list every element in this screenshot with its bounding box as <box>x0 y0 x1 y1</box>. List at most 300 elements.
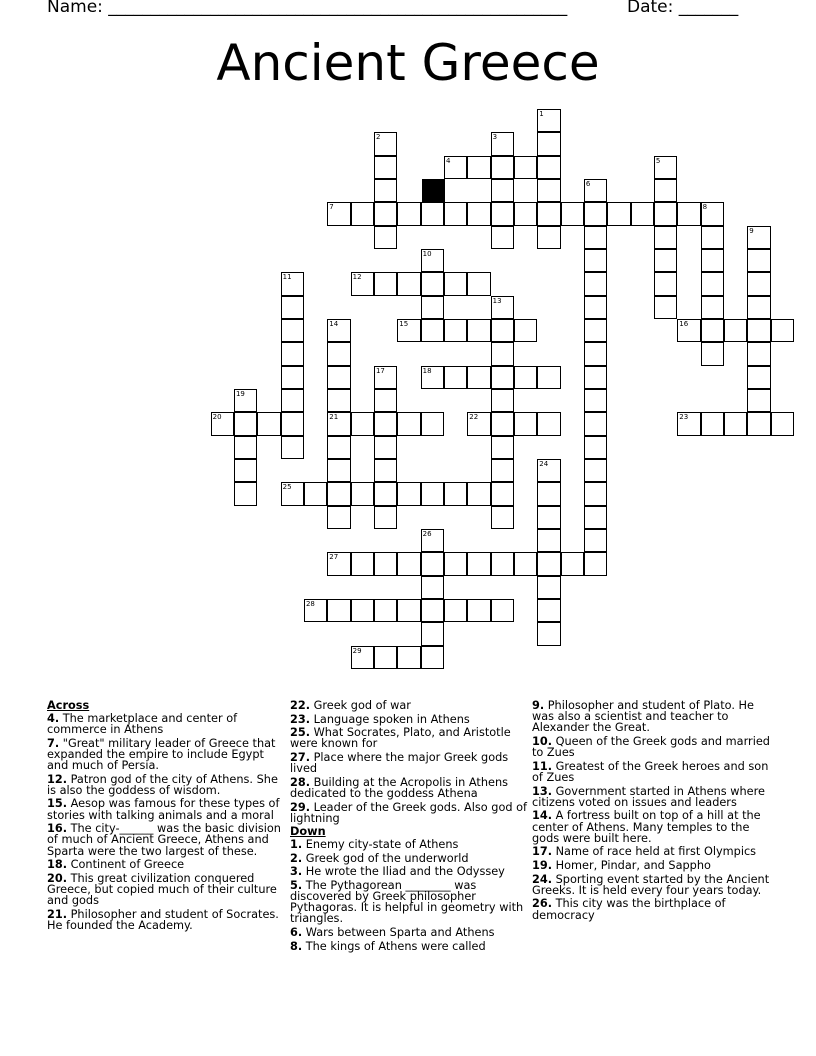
grid-cell[interactable] <box>677 319 700 342</box>
grid-cell[interactable] <box>327 552 350 575</box>
grid-cell[interactable] <box>537 202 560 225</box>
grid-cell[interactable] <box>537 109 560 132</box>
grid-cell[interactable] <box>584 389 607 412</box>
grid-cell[interactable] <box>724 319 747 342</box>
grid-cell[interactable] <box>397 599 420 622</box>
grid-cell[interactable] <box>654 202 677 225</box>
grid-cell[interactable] <box>421 529 444 552</box>
clue-item <box>532 846 770 857</box>
grid-cell[interactable] <box>491 366 514 389</box>
clue-text: Name of race held at first Olympics <box>552 845 757 859</box>
grid-cell[interactable] <box>724 412 747 435</box>
clue-number: 10 <box>422 249 432 258</box>
clue-number: 23 <box>679 413 689 422</box>
clue-text: Greatest of the Greek heroes and son of Zues <box>532 759 769 784</box>
grid-cell[interactable] <box>444 272 467 295</box>
grid-cell[interactable] <box>584 552 607 575</box>
grid-cell[interactable] <box>654 296 677 319</box>
clue-number: 17 <box>375 366 385 375</box>
grid-cell[interactable] <box>491 389 514 412</box>
grid-cell[interactable] <box>514 319 537 342</box>
grid-cell[interactable] <box>584 319 607 342</box>
clue-number: 21 <box>329 413 339 422</box>
grid-cell[interactable] <box>351 272 374 295</box>
grid-cell[interactable] <box>257 412 280 435</box>
grid-cell[interactable] <box>654 226 677 249</box>
grid-cell[interactable] <box>654 156 677 179</box>
clue-text: Wars between Sparta and Athens <box>302 926 495 940</box>
grid-cell[interactable] <box>234 436 257 459</box>
grid-cell[interactable] <box>747 366 770 389</box>
grid-cell[interactable] <box>467 482 490 505</box>
grid-cell[interactable] <box>537 179 560 202</box>
grid-cell[interactable] <box>537 226 560 249</box>
grid-cell[interactable] <box>467 156 490 179</box>
clue-column-1 <box>47 700 285 933</box>
grid-cell[interactable] <box>374 436 397 459</box>
grid-cell[interactable] <box>491 482 514 505</box>
clue-text: Philosopher and student of Plato. He was also a scientist and teacher to Alexander the Great. <box>532 699 754 735</box>
grid-cell[interactable] <box>397 202 420 225</box>
grid-cell[interactable] <box>584 226 607 249</box>
grid-cell[interactable] <box>444 202 467 225</box>
grid-cell[interactable] <box>421 296 444 319</box>
grid-cell[interactable] <box>747 389 770 412</box>
grid-cell[interactable] <box>654 272 677 295</box>
clue-number-label: 19. <box>532 858 553 872</box>
grid-cell[interactable] <box>327 319 350 342</box>
clue-number: 20 <box>212 413 222 422</box>
clue-number: 14 <box>329 319 339 328</box>
grid-cell[interactable] <box>701 249 724 272</box>
clue-item <box>290 752 528 774</box>
clue-item <box>290 941 528 952</box>
grid-cell[interactable] <box>491 599 514 622</box>
grid-cell[interactable] <box>374 482 397 505</box>
grid-cell[interactable] <box>234 459 257 482</box>
clue-item <box>532 860 770 871</box>
clue-text: This great civilization conquered Greece, but copied much of their culture and gods <box>47 871 277 908</box>
clue-number: 2 <box>375 133 381 142</box>
grid-cell[interactable] <box>374 202 397 225</box>
clue-number: 4 <box>445 156 451 165</box>
clue-text: Aesop was famous for these types of stories with talking animals and a moral <box>47 797 280 822</box>
clue-text: This city was the birthplace of democracy <box>532 897 726 922</box>
clue-text: "Great" military leader of Greece that expanded the empire to include Egypt and much of Persia. <box>47 736 276 772</box>
grid-cell[interactable] <box>397 412 420 435</box>
grid-cell[interactable] <box>421 202 444 225</box>
grid-cell[interactable] <box>561 552 584 575</box>
clue-item <box>47 873 285 907</box>
grid-cell[interactable] <box>701 412 724 435</box>
grid-cell[interactable] <box>444 599 467 622</box>
clue-number: 27 <box>329 553 339 562</box>
clue-number-label: 25. <box>290 726 311 740</box>
grid-cell[interactable] <box>491 226 514 249</box>
grid-cell[interactable] <box>351 412 374 435</box>
grid-cell[interactable] <box>584 179 607 202</box>
grid-cell[interactable] <box>374 366 397 389</box>
grid-cell[interactable] <box>374 459 397 482</box>
grid-cell[interactable] <box>281 482 304 505</box>
grid-cell[interactable] <box>561 202 584 225</box>
grid-cell[interactable] <box>537 599 560 622</box>
grid-cell[interactable] <box>491 506 514 529</box>
grid-cell[interactable] <box>747 296 770 319</box>
grid-cell[interactable] <box>537 459 560 482</box>
grid-cell[interactable] <box>491 342 514 365</box>
grid-cell[interactable] <box>327 459 350 482</box>
clue-text: Building at the Acropolis in Athens dedicated to the goddess Athena <box>290 775 508 800</box>
grid-cell[interactable] <box>491 156 514 179</box>
grid-cell[interactable] <box>444 156 467 179</box>
clue-number: 16 <box>679 319 689 328</box>
clue-number: 24 <box>539 459 549 468</box>
grid-cell[interactable] <box>677 202 700 225</box>
grid-cell[interactable] <box>491 319 514 342</box>
grid-cell[interactable] <box>234 389 257 412</box>
shaded-cell <box>422 179 445 202</box>
clue-text: Queen of the Greek gods and married to Zues <box>532 735 770 760</box>
grid-cell[interactable] <box>537 156 560 179</box>
grid-cell[interactable] <box>747 342 770 365</box>
grid-cell[interactable] <box>374 552 397 575</box>
clue-number-label: 15. <box>47 797 68 811</box>
clue-number-label: 10. <box>532 735 553 748</box>
clue-number: 5 <box>655 156 661 165</box>
clue-text: Greek god of the underworld <box>302 851 469 865</box>
date-field[interactable]: Date: _______ <box>627 0 739 17</box>
grid-cell[interactable] <box>491 132 514 155</box>
grid-cell[interactable] <box>421 482 444 505</box>
clue-text: Language spoken in Athens <box>310 712 470 726</box>
grid-cell[interactable] <box>421 412 444 435</box>
grid-cell[interactable] <box>701 296 724 319</box>
clue-number-label: 13. <box>532 784 553 798</box>
grid-cell[interactable] <box>281 412 304 435</box>
grid-cell[interactable] <box>421 599 444 622</box>
clue-text: Enemy city-state of Athens <box>302 838 459 852</box>
grid-cell[interactable] <box>234 412 257 435</box>
clue-number-label: 20. <box>47 871 68 885</box>
clue-number-label: 16. <box>47 822 68 836</box>
grid-cell[interactable] <box>467 552 490 575</box>
grid-cell[interactable] <box>467 319 490 342</box>
grid-cell[interactable] <box>281 272 304 295</box>
clue-number-label: 1. <box>290 838 303 852</box>
clue-number-label: 12. <box>47 772 68 786</box>
clue-text: Greek god of war <box>310 699 411 712</box>
clue-number: 22 <box>469 413 479 422</box>
grid-cell[interactable] <box>537 482 560 505</box>
clue-text: Philosopher and student of Socrates. He founded the Academy. <box>47 907 279 932</box>
grid-cell[interactable] <box>374 226 397 249</box>
clue-item <box>290 802 528 824</box>
clue-number: 29 <box>352 646 362 655</box>
grid-cell[interactable] <box>537 506 560 529</box>
grid-cell[interactable] <box>747 412 770 435</box>
grid-cell[interactable] <box>374 389 397 412</box>
grid-cell[interactable] <box>701 226 724 249</box>
grid-cell[interactable] <box>327 599 350 622</box>
clue-number-label: 2. <box>290 851 303 865</box>
grid-cell[interactable] <box>374 272 397 295</box>
grid-cell[interactable] <box>211 412 234 435</box>
grid-cell[interactable] <box>327 506 350 529</box>
grid-cell[interactable] <box>234 482 257 505</box>
grid-cell[interactable] <box>374 156 397 179</box>
grid-cell[interactable] <box>514 366 537 389</box>
clue-text: Patron god of the city of Athens. She is also the goddess of wisdom. <box>47 772 278 797</box>
grid-cell[interactable] <box>584 506 607 529</box>
clue-item <box>47 823 285 857</box>
grid-cell[interactable] <box>421 366 444 389</box>
grid-cell[interactable] <box>607 202 630 225</box>
grid-cell[interactable] <box>351 202 374 225</box>
clue-number: 13 <box>492 296 502 305</box>
grid-cell[interactable] <box>584 412 607 435</box>
grid-cell[interactable] <box>304 599 327 622</box>
grid-cell[interactable] <box>421 646 444 669</box>
grid-cell[interactable] <box>747 249 770 272</box>
clue-number-label: 7. <box>47 736 60 750</box>
grid-cell[interactable] <box>771 412 794 435</box>
clue-item <box>532 810 770 844</box>
grid-cell[interactable] <box>351 552 374 575</box>
grid-cell[interactable] <box>514 412 537 435</box>
grid-cell[interactable] <box>584 342 607 365</box>
clue-item <box>47 859 285 870</box>
grid-cell[interactable] <box>281 296 304 319</box>
clue-item <box>47 713 285 735</box>
grid-cell[interactable] <box>514 156 537 179</box>
clue-item <box>290 853 528 864</box>
clue-number: 8 <box>702 203 708 212</box>
clue-item <box>532 761 770 783</box>
clue-number: 19 <box>235 389 245 398</box>
grid-cell[interactable] <box>584 482 607 505</box>
grid-cell[interactable] <box>304 482 327 505</box>
grid-cell[interactable] <box>654 249 677 272</box>
grid-cell[interactable] <box>747 226 770 249</box>
grid-cell[interactable] <box>701 202 724 225</box>
grid-cell[interactable] <box>421 272 444 295</box>
grid-cell[interactable] <box>374 132 397 155</box>
grid-cell[interactable] <box>584 366 607 389</box>
grid-cell[interactable] <box>421 319 444 342</box>
clue-number-label: 14. <box>532 809 553 823</box>
grid-cell[interactable] <box>537 576 560 599</box>
grid-cell[interactable] <box>374 412 397 435</box>
clue-item <box>290 866 528 877</box>
clue-number: 26 <box>422 529 432 538</box>
clue-number-label: 8. <box>290 939 303 953</box>
grid-cell[interactable] <box>281 389 304 412</box>
grid-cell[interactable] <box>397 272 420 295</box>
clue-text: The city-______ was the basic division of much of Ancient Greece, Athens and Sparta were the two largest of these. <box>47 822 281 858</box>
clue-number-label: 28. <box>290 775 311 789</box>
clue-number: 6 <box>585 179 591 188</box>
clue-text: Leader of the Greek gods. Also god of lightning <box>290 800 528 825</box>
clue-text: He wrote the Iliad and the Odyssey <box>302 865 505 879</box>
grid-cell[interactable] <box>654 179 677 202</box>
clue-item <box>290 714 528 725</box>
clue-number-label: 9. <box>532 699 545 712</box>
clue-number-label: 22. <box>290 699 311 712</box>
clue-item <box>290 839 528 850</box>
grid-cell[interactable] <box>701 319 724 342</box>
grid-cell[interactable] <box>537 529 560 552</box>
clue-section-heading: Across <box>47 699 90 712</box>
grid-cell[interactable] <box>584 202 607 225</box>
grid-cell[interactable] <box>281 342 304 365</box>
clue-number-label: 18. <box>47 858 68 872</box>
grid-cell[interactable] <box>467 202 490 225</box>
clue-number: 18 <box>422 366 432 375</box>
clue-item <box>290 727 528 749</box>
grid-cell[interactable] <box>467 272 490 295</box>
clue-number-label: 3. <box>290 865 303 879</box>
clue-item <box>290 927 528 938</box>
grid-cell[interactable] <box>537 132 560 155</box>
grid-cell[interactable] <box>281 319 304 342</box>
grid-cell[interactable] <box>537 412 560 435</box>
grid-cell[interactable] <box>491 459 514 482</box>
grid-cell[interactable] <box>374 599 397 622</box>
grid-cell[interactable] <box>351 599 374 622</box>
clue-number: 15 <box>399 319 409 328</box>
clue-number: 7 <box>329 203 334 212</box>
grid-cell[interactable] <box>491 296 514 319</box>
grid-cell[interactable] <box>397 319 420 342</box>
grid-cell[interactable] <box>584 529 607 552</box>
grid-cell[interactable] <box>374 646 397 669</box>
clue-number: 1 <box>539 110 544 118</box>
grid-cell[interactable] <box>467 599 490 622</box>
grid-cell[interactable] <box>747 319 770 342</box>
grid-cell[interactable] <box>467 366 490 389</box>
grid-cell[interactable] <box>747 272 770 295</box>
grid-cell[interactable] <box>397 552 420 575</box>
clue-item <box>532 700 770 734</box>
grid-cell[interactable] <box>491 179 514 202</box>
clue-number-label: 21. <box>47 907 68 921</box>
clue-text: The Pythagorean ________ was discovered by Greek philosopher Pythagoras. It is helpful in geometry with triangles. <box>290 878 524 926</box>
clue-number-label: 29. <box>290 800 311 814</box>
grid-cell[interactable] <box>421 249 444 272</box>
clue-number-label: 5. <box>290 878 303 892</box>
grid-cell[interactable] <box>584 459 607 482</box>
grid-cell[interactable] <box>374 179 397 202</box>
clue-text: The kings of Athens were called <box>302 939 486 953</box>
clue-item <box>290 777 528 799</box>
grid-cell[interactable] <box>514 202 537 225</box>
grid-cell[interactable] <box>397 646 420 669</box>
clue-section-heading: Down <box>290 825 326 839</box>
grid-cell[interactable] <box>514 552 537 575</box>
clue-item <box>47 738 285 772</box>
name-field[interactable]: Name: ______________________________________________________ <box>47 0 568 17</box>
grid-cell[interactable] <box>327 342 350 365</box>
grid-cell[interactable] <box>281 366 304 389</box>
clue-number-label: 24. <box>532 872 553 886</box>
grid-cell[interactable] <box>327 202 350 225</box>
grid-cell[interactable] <box>701 342 724 365</box>
clue-item <box>47 774 285 796</box>
grid-cell[interactable] <box>327 482 350 505</box>
clue-item <box>290 700 528 711</box>
grid-cell[interactable] <box>421 552 444 575</box>
grid-cell[interactable] <box>631 202 654 225</box>
clue-item <box>532 736 770 758</box>
clue-text: Sporting event started by the Ancient Greeks. It is held every four years today. <box>532 872 770 897</box>
grid-cell[interactable] <box>397 482 420 505</box>
page-title: Ancient Greece <box>216 34 600 92</box>
grid-cell[interactable] <box>584 436 607 459</box>
grid-cell[interactable] <box>491 552 514 575</box>
grid-cell[interactable] <box>327 366 350 389</box>
grid-cell[interactable] <box>281 436 304 459</box>
clue-number-label: 23. <box>290 712 311 726</box>
clue-item <box>532 786 770 808</box>
clue-column-3 <box>532 700 770 923</box>
grid-cell[interactable] <box>467 412 490 435</box>
clue-number-label: 17. <box>532 845 553 859</box>
grid-cell[interactable] <box>327 436 350 459</box>
grid-cell[interactable] <box>537 552 560 575</box>
grid-cell[interactable] <box>537 622 560 645</box>
clue-item <box>532 874 770 896</box>
clue-number: 25 <box>282 483 292 492</box>
clue-number: 9 <box>749 226 754 235</box>
clue-number: 11 <box>282 273 292 282</box>
grid-cell[interactable] <box>421 576 444 599</box>
grid-cell[interactable] <box>584 249 607 272</box>
grid-cell[interactable] <box>491 412 514 435</box>
grid-cell[interactable] <box>701 272 724 295</box>
grid-cell[interactable] <box>327 389 350 412</box>
clue-number-label: 6. <box>290 926 303 940</box>
grid-cell[interactable] <box>421 622 444 645</box>
grid-cell[interactable] <box>374 506 397 529</box>
clue-column-2 <box>290 700 528 954</box>
clue-number: 12 <box>352 273 362 282</box>
clue-item <box>47 798 285 820</box>
grid-cell[interactable] <box>584 296 607 319</box>
grid-cell[interactable] <box>677 412 700 435</box>
clue-text: Government started in Athens where citizens voted on issues and leaders <box>532 784 765 809</box>
clue-text: Continent of Greece <box>67 858 185 872</box>
grid-cell[interactable] <box>327 412 350 435</box>
clue-text: What Socrates, Plato, and Aristotle were known for <box>290 726 511 751</box>
grid-cell[interactable] <box>444 482 467 505</box>
grid-cell[interactable] <box>444 552 467 575</box>
clue-number: 28 <box>305 599 315 608</box>
grid-cell[interactable] <box>491 202 514 225</box>
clue-number-label: 27. <box>290 750 311 764</box>
clue-item <box>47 909 285 931</box>
grid-cell[interactable] <box>537 366 560 389</box>
grid-cell[interactable] <box>584 272 607 295</box>
clue-number-label: 11. <box>532 759 553 773</box>
clue-text: A fortress built on top of a hill at the center of Athens. Many temples to the gods were built here. <box>532 809 761 845</box>
grid-cell[interactable] <box>491 436 514 459</box>
grid-cell[interactable] <box>351 646 374 669</box>
grid-cell[interactable] <box>771 319 794 342</box>
grid-cell[interactable] <box>444 366 467 389</box>
grid-cell[interactable] <box>351 482 374 505</box>
grid-cell[interactable] <box>444 319 467 342</box>
